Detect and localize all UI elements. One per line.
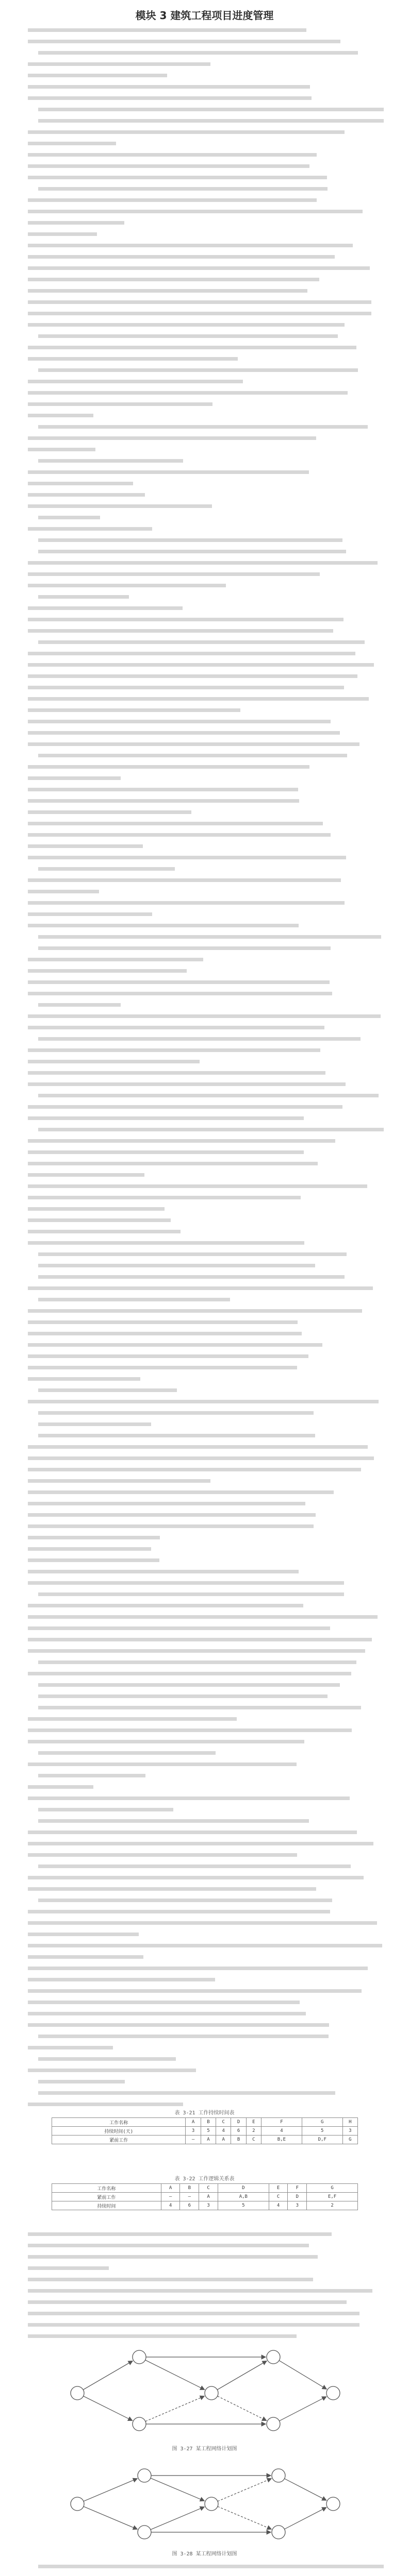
- text-line: [28, 287, 307, 295]
- text-line: [28, 650, 355, 657]
- text-line: [28, 2022, 329, 2029]
- table-cell: 3: [342, 2127, 357, 2136]
- text-line: [28, 1840, 373, 1848]
- text-line: [28, 696, 369, 703]
- table-cell: A: [161, 2184, 180, 2193]
- text-line: [28, 163, 309, 170]
- table-cell: C: [269, 2193, 288, 2201]
- table-cell: D,F: [302, 2136, 342, 2144]
- table-cell: —: [161, 2193, 180, 2201]
- text-line: [28, 616, 343, 623]
- text-line: [28, 1342, 322, 1349]
- text-line: [38, 2090, 335, 2097]
- table-cell: 2: [246, 2127, 261, 2136]
- text-line: [38, 1421, 151, 1428]
- text-line: [28, 1670, 351, 1677]
- table-cell: 2: [307, 2201, 358, 2210]
- table-cell: G: [307, 2184, 358, 2193]
- text-line: [28, 219, 124, 227]
- text-line: [28, 1500, 305, 1507]
- text-line: [38, 1693, 328, 1700]
- text-line: [28, 1330, 302, 1337]
- text-line: [28, 1240, 304, 1247]
- text-line: [38, 752, 347, 759]
- text-line: [28, 1228, 181, 1235]
- event-node: [326, 2497, 340, 2511]
- text-line: [28, 446, 95, 453]
- text-line: [28, 560, 378, 567]
- text-line: [28, 1568, 299, 1575]
- text-line: [28, 469, 309, 476]
- text-line: [28, 832, 331, 839]
- text-line: [28, 1172, 144, 1179]
- text-line: [38, 548, 346, 555]
- text-line: [28, 1931, 139, 1938]
- text-line: [28, 843, 143, 850]
- event-node: [267, 2350, 280, 2364]
- text-line: [28, 888, 99, 895]
- text-line: [28, 900, 345, 907]
- activity-arrow: [217, 2361, 267, 2390]
- text-line: [28, 605, 183, 612]
- text-line: [28, 1636, 372, 1643]
- text-line: [28, 1920, 377, 1927]
- text-line: [38, 333, 338, 340]
- table-cell: F: [261, 2118, 302, 2127]
- text-line: [28, 1942, 382, 1950]
- text-line: [28, 2231, 332, 2238]
- text-line: [38, 1806, 173, 1814]
- text-line: [28, 2265, 109, 2272]
- text-line: [28, 1466, 361, 1473]
- table-cell: C: [199, 2184, 218, 2193]
- table-cell: —: [186, 2136, 201, 2144]
- text-line: [38, 1591, 344, 1598]
- table-cell: 6: [231, 2127, 246, 2136]
- table-cell: 3: [186, 2127, 201, 2136]
- text-line: [28, 231, 97, 238]
- text-line: [28, 1614, 378, 1621]
- text-line: [28, 492, 145, 499]
- text-line: [28, 1976, 215, 1984]
- text-line: [28, 1183, 367, 1190]
- table-cell: E: [269, 2184, 288, 2193]
- event-node: [205, 2497, 218, 2511]
- text-line: [28, 1999, 300, 2006]
- text-line: [38, 1036, 361, 1043]
- table-cell: 3: [199, 2201, 218, 2210]
- table-cell: D: [218, 2184, 269, 2193]
- table-cell: 4: [269, 2201, 288, 2210]
- table-cell: 4: [261, 2127, 302, 2136]
- text-line: [28, 344, 356, 351]
- text-line: [28, 1115, 304, 1122]
- text-line: [28, 786, 298, 793]
- text-line: [28, 1523, 314, 1530]
- text-line: [28, 956, 203, 963]
- table-cell: 5: [218, 2201, 269, 2210]
- text-line: [28, 1138, 335, 1145]
- text-line: [28, 2299, 347, 2306]
- text-line: [28, 435, 316, 442]
- text-line: [38, 2056, 176, 2063]
- text-line: [38, 1704, 361, 1711]
- text-line: [28, 673, 357, 680]
- text-line: [28, 1024, 324, 1031]
- text-line: [28, 2067, 196, 2074]
- text-line: [38, 594, 129, 601]
- text-line: [28, 1954, 143, 1961]
- text-line: [28, 2333, 297, 2340]
- text-line: [28, 2310, 359, 2317]
- text-line: [28, 1557, 159, 1564]
- activity-arrow: [84, 2396, 133, 2420]
- text-line: [28, 990, 332, 997]
- activity-arrow: [285, 2507, 326, 2529]
- text-line: [28, 1149, 304, 1156]
- table-cell: H: [342, 2118, 357, 2127]
- figure-caption: 图 3-28 某工程网络计划图: [172, 2551, 237, 2557]
- text-line: [38, 185, 328, 193]
- event-node: [71, 2386, 84, 2400]
- table-row: [52, 2127, 358, 2136]
- table-cell: D: [231, 2118, 246, 2127]
- event-node: [326, 2386, 340, 2400]
- text-line: [28, 95, 312, 102]
- text-line: [28, 265, 370, 272]
- activity-arrow: [285, 2479, 326, 2500]
- table-cell: F: [288, 2184, 307, 2193]
- text-line: [28, 2276, 313, 2283]
- text-line: [28, 253, 335, 261]
- text-line: [28, 1534, 160, 1541]
- event-node: [133, 2417, 146, 2431]
- text-line: [38, 1251, 347, 1258]
- text-line: [28, 1852, 297, 1859]
- text-line: [38, 106, 384, 113]
- event-node: [272, 2526, 285, 2539]
- activity-arrow: [84, 2479, 137, 2501]
- text-line: [28, 151, 317, 159]
- text-line: [28, 1070, 325, 1077]
- table-cell: E,F: [307, 2193, 358, 2201]
- text-line: [28, 2321, 359, 2329]
- text-line: [28, 1455, 374, 1462]
- text-line: [28, 480, 133, 487]
- dummy-activity-arrow: [218, 2506, 271, 2529]
- text-line: [38, 1274, 345, 1281]
- table-cell: B: [201, 2118, 216, 2127]
- text-line: [28, 911, 152, 918]
- table-cell: 4: [161, 2201, 180, 2210]
- text-line: [28, 2044, 113, 2052]
- text-line: [38, 945, 331, 952]
- table-cell: C: [246, 2136, 261, 2144]
- table-row: [52, 2136, 358, 2144]
- text-line: [28, 197, 317, 204]
- text-line: [38, 1432, 315, 1439]
- activity-arrow: [151, 2478, 204, 2501]
- text-line: [28, 1795, 350, 1802]
- dummy-activity-arrow: [145, 2396, 204, 2421]
- text-line: [28, 401, 212, 408]
- event-node: [138, 2469, 151, 2482]
- text-line: [28, 1908, 330, 1916]
- text-line: [28, 707, 240, 714]
- text-line: [28, 1727, 352, 1734]
- text-line: [28, 2010, 306, 2018]
- activity-arrow: [279, 2361, 326, 2389]
- text-line: [28, 979, 330, 986]
- text-line: [28, 1217, 171, 1224]
- text-line: [28, 2101, 183, 2108]
- text-line: [28, 1489, 334, 1496]
- text-line: [28, 662, 374, 669]
- text-line: [38, 423, 368, 431]
- text-line: [28, 820, 323, 827]
- table-header-row: [52, 2118, 358, 2127]
- text-line: [28, 1965, 368, 1972]
- event-node: [272, 2469, 285, 2482]
- text-line: [28, 378, 243, 385]
- table-cell: 4: [216, 2127, 231, 2136]
- text-line: [28, 1058, 200, 1065]
- text-line: [38, 457, 183, 465]
- text-line: [28, 775, 121, 782]
- text-line: [38, 1410, 314, 1417]
- table-cell: 5: [201, 2127, 216, 2136]
- activity-arrow: [84, 2506, 137, 2529]
- text-line: [28, 61, 210, 68]
- table-cell: A: [199, 2193, 218, 2201]
- text-line: [38, 1296, 230, 1303]
- table-cell: 6: [180, 2201, 199, 2210]
- table-row: [52, 2193, 358, 2201]
- text-line: [28, 2253, 318, 2261]
- text-line: [28, 321, 345, 329]
- text-line: [28, 299, 371, 306]
- text-line: [28, 1512, 316, 1519]
- text-line: [28, 38, 340, 45]
- table-cell: B: [231, 2136, 246, 2144]
- text-line: [28, 1319, 298, 1326]
- text-line: [28, 1886, 316, 1893]
- text-line: [28, 1444, 368, 1451]
- text-line: [38, 1818, 309, 1825]
- activity-arrow: [151, 2507, 204, 2530]
- text-line: [28, 276, 319, 283]
- text-line: [28, 1546, 151, 1553]
- event-node: [71, 2497, 84, 2511]
- text-line: [28, 1206, 165, 1213]
- text-line: [38, 2033, 329, 2040]
- text-line: [28, 1047, 320, 1054]
- text-line: [28, 741, 359, 748]
- text-line: [28, 2242, 309, 2249]
- table-cell: A: [216, 2136, 231, 2144]
- text-line: [28, 208, 363, 215]
- text-line: [28, 1308, 362, 1315]
- text-line: [38, 367, 358, 374]
- text-line: [38, 1897, 332, 1904]
- figure-caption: 图 3-27 某工程网络计划图: [172, 2446, 237, 2452]
- table-row: [52, 2201, 358, 2210]
- text-line: [28, 684, 344, 691]
- table-cell: 紧前工作: [52, 2193, 161, 2201]
- table-cell: G: [302, 2118, 342, 2127]
- table-cell: 持续时间: [52, 2201, 161, 2210]
- text-line: [28, 764, 309, 771]
- table-cell: E: [246, 2118, 261, 2127]
- relation-table: [52, 2183, 358, 2210]
- text-line: [28, 1478, 210, 1485]
- text-line: [28, 355, 238, 363]
- text-line: [28, 2287, 372, 2295]
- text-line: [28, 1648, 365, 1655]
- table-header-row: [52, 2184, 358, 2193]
- text-line: [38, 537, 342, 544]
- text-line: [28, 1285, 373, 1292]
- page-title: 模块 3 建筑工程项目进度管理: [135, 9, 274, 22]
- text-line: [28, 1194, 301, 1201]
- text-line: [38, 1262, 315, 1269]
- text-line: [28, 1013, 381, 1020]
- text-line: [38, 1659, 356, 1666]
- text-line: [38, 1092, 379, 1099]
- text-line: [28, 140, 116, 147]
- text-line: [28, 582, 226, 589]
- table-cell: 紧前工作: [52, 2136, 186, 2144]
- text-line: [38, 1750, 216, 1757]
- table-cell: G: [342, 2136, 357, 2144]
- text-line: [38, 1002, 121, 1009]
- table-cell: B: [180, 2184, 199, 2193]
- text-line: [38, 934, 381, 941]
- text-line: [28, 1738, 304, 1745]
- table-cell: 3: [288, 2201, 307, 2210]
- table-cell: 工作名称: [52, 2118, 186, 2127]
- text-line: [28, 1602, 303, 1609]
- text-line: [28, 922, 299, 929]
- text-line: [28, 798, 299, 805]
- text-line: [38, 639, 365, 646]
- text-line: [28, 526, 152, 533]
- event-node: [205, 2386, 218, 2400]
- text-line: [28, 503, 212, 510]
- table-cell: A: [201, 2136, 216, 2144]
- text-line: [28, 83, 310, 91]
- text-line: [28, 1784, 93, 1791]
- text-line: [28, 1829, 357, 1836]
- activity-arrow: [145, 2360, 205, 2389]
- dummy-activity-arrow: [218, 2396, 267, 2420]
- text-line: [28, 412, 93, 419]
- text-line: [38, 49, 358, 57]
- table-cell: B,E: [261, 2136, 302, 2144]
- text-line: [38, 514, 100, 521]
- text-line: [38, 866, 175, 873]
- text-line: [28, 129, 345, 136]
- text-line: [28, 968, 187, 975]
- text-line: [38, 117, 384, 125]
- text-line: [28, 1988, 362, 1995]
- table-caption: 表 3-22 工作逻辑关系表: [174, 2176, 235, 2182]
- network-diagram: [62, 2342, 349, 2439]
- text-line: [28, 389, 348, 397]
- table-cell: 工作名称: [52, 2184, 161, 2193]
- text-line: [28, 1716, 237, 1723]
- text-line: [28, 1364, 297, 1371]
- text-line: [28, 809, 191, 816]
- text-line: [28, 27, 306, 34]
- text-line: [38, 1682, 340, 1689]
- text-line: [28, 877, 341, 884]
- duration-table: [52, 2117, 358, 2144]
- text-line: [28, 571, 320, 578]
- text-line: [28, 730, 340, 737]
- text-line: [38, 1126, 384, 1133]
- activity-arrow: [280, 2397, 326, 2421]
- event-node: [267, 2417, 280, 2431]
- text-line: [28, 1081, 346, 1088]
- text-line: [28, 174, 327, 181]
- text-line: [28, 310, 371, 317]
- table-cell: C: [216, 2118, 231, 2127]
- text-line: [38, 1863, 351, 1870]
- text-line: [38, 2078, 125, 2086]
- network-diagram: [62, 2463, 349, 2545]
- text-line: [28, 628, 333, 635]
- text-line: [28, 854, 346, 861]
- text-line: [28, 1761, 297, 1768]
- text-line: [28, 1160, 318, 1167]
- table-caption: 表 3-21 工作持续时间表: [174, 2110, 235, 2116]
- text-line: [28, 1580, 344, 1587]
- table-cell: 5: [302, 2127, 342, 2136]
- text-line: [28, 1104, 342, 1111]
- text-line: [28, 1625, 330, 1632]
- text-line: [28, 1376, 140, 1383]
- text-line: [28, 72, 167, 79]
- table-cell: A: [186, 2118, 201, 2127]
- table-cell: A,B: [218, 2193, 269, 2201]
- text-line: [38, 1387, 177, 1394]
- text-line: [28, 1874, 364, 1882]
- event-node: [133, 2350, 146, 2364]
- text-line: [38, 2563, 384, 2570]
- table-cell: 持续时间(天): [52, 2127, 186, 2136]
- dummy-activity-arrow: [218, 2479, 271, 2501]
- table-cell: —: [180, 2193, 199, 2201]
- text-line: [28, 1398, 379, 1405]
- text-line: [28, 1353, 308, 1360]
- event-node: [138, 2526, 151, 2539]
- activity-arrow: [83, 2361, 133, 2390]
- text-line: [28, 242, 353, 249]
- text-line: [38, 1772, 145, 1780]
- text-line: [28, 718, 331, 725]
- table-cell: D: [288, 2193, 307, 2201]
